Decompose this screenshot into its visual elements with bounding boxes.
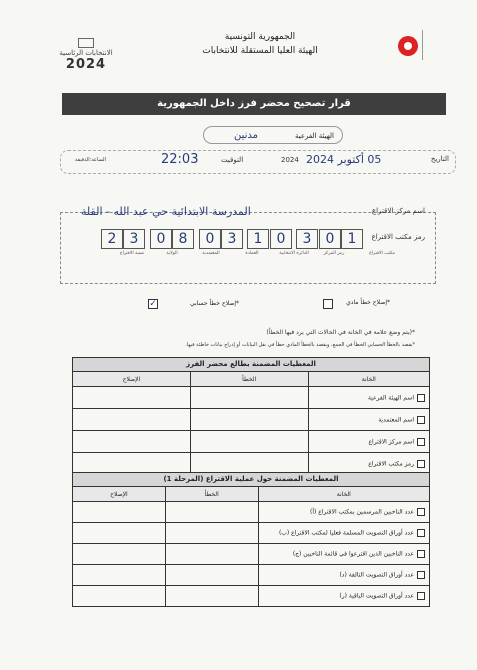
time-hint: الساعة:الدقيقة xyxy=(75,157,106,163)
row-checkbox[interactable] xyxy=(417,394,425,402)
table-row xyxy=(73,409,430,431)
col-fix: الإصلاح xyxy=(73,372,191,387)
authority-name: الهيئة العليا المستقلة للانتخابات xyxy=(202,46,318,56)
field-cell xyxy=(308,409,429,431)
material-correction-label: *إصلاح خطأ مادي xyxy=(346,299,390,306)
row-checkbox[interactable] xyxy=(417,529,425,537)
date-value[interactable]: 05 أكتوبر 2024 xyxy=(306,153,382,166)
error-cell[interactable] xyxy=(165,544,258,565)
row-checkbox[interactable] xyxy=(417,592,425,600)
code-digit-cell[interactable]: 3 xyxy=(221,229,243,249)
table-row xyxy=(73,431,430,453)
table-row xyxy=(73,387,430,409)
sub-authority-label: الهيئة الفرعية xyxy=(294,132,334,140)
col-fix: الإصلاح xyxy=(73,487,166,502)
row-checkbox[interactable] xyxy=(417,416,425,424)
fix-cell[interactable] xyxy=(73,586,166,607)
field-label: عدد أوراق التصويت الباقية (ر) xyxy=(339,592,414,600)
row-checkbox[interactable] xyxy=(417,460,425,468)
code-caption: مكتب الاقتراع xyxy=(369,251,395,256)
code-caption: الولاية xyxy=(166,251,178,256)
correction-type xyxy=(120,297,390,311)
fix-cell[interactable] xyxy=(73,387,191,409)
center-value[interactable]: المدرسة الابتدائية حي عبد الله - القلة xyxy=(81,205,251,218)
error-cell[interactable] xyxy=(165,502,258,523)
note-mark: *(يتم وضع علامة في الخانة في الحالات التي يرد فيها الخطأ) xyxy=(266,329,415,336)
republic-name: الجمهورية التونسية xyxy=(224,32,296,42)
date-label: التاريخ xyxy=(430,155,449,163)
fix-cell[interactable] xyxy=(73,565,166,586)
error-cell[interactable] xyxy=(190,431,308,453)
table1-heading: المعطيات المضمنة بطالع محضر الفرز xyxy=(72,357,430,372)
code-caption: المعتمدية xyxy=(202,251,220,256)
code-caption: نسبة الاقتراع xyxy=(119,251,145,256)
code-digit-cell[interactable]: 1 xyxy=(247,229,269,249)
accounting-correction-label: *إصلاح خطأ حسابي xyxy=(190,300,240,307)
field-label: عدد أوراق التصويت المسلمة فعليا لمكتب الاقتراع (ب) xyxy=(278,529,414,537)
material-checkbox[interactable] xyxy=(323,299,333,309)
center-label: اسم مركز الاقتراع xyxy=(371,207,425,215)
table-row xyxy=(73,544,430,565)
sub-authority-value: مدنين xyxy=(234,130,259,141)
fix-cell[interactable] xyxy=(73,523,166,544)
code-digit-cell[interactable]: 2 xyxy=(101,229,123,249)
col-field: الخانة xyxy=(258,487,429,502)
col-field: الخانة xyxy=(308,372,429,387)
table-row xyxy=(73,502,430,523)
isie-logo xyxy=(378,30,438,62)
error-cell[interactable] xyxy=(190,409,308,431)
table2 xyxy=(72,486,430,607)
error-cell[interactable] xyxy=(165,523,258,544)
time-value[interactable]: 22:03 xyxy=(161,152,199,167)
logo-bar xyxy=(422,30,437,60)
field-cell xyxy=(258,586,429,607)
ballot-icon xyxy=(78,38,94,48)
code-digit-cell[interactable]: 3 xyxy=(296,229,318,249)
field-label: عدد أوراق التصويت التالفة (د) xyxy=(339,571,414,579)
table-row xyxy=(73,586,430,607)
field-label: عدد الناخبين الذين اقترعوا في قائمة الناخبين (ج) xyxy=(292,550,414,558)
code-caption: العمادة xyxy=(245,251,259,256)
row-checkbox[interactable] xyxy=(417,438,425,446)
code-digit-cell[interactable]: 8 xyxy=(172,229,194,249)
fix-cell[interactable] xyxy=(73,502,166,523)
error-cell[interactable] xyxy=(190,387,308,409)
field-cell xyxy=(308,431,429,453)
logo-year: 2024 xyxy=(65,57,107,72)
page-title: قرار تصحيح محضر فرز داخل الجمهورية xyxy=(62,93,446,115)
field-cell xyxy=(258,544,429,565)
center-box xyxy=(60,205,436,284)
fix-cell[interactable] xyxy=(73,431,191,453)
col-error: الخطأ xyxy=(165,487,258,502)
col-error: الخطأ xyxy=(190,372,308,387)
table1 xyxy=(72,371,430,475)
row-checkbox[interactable] xyxy=(417,571,425,579)
error-cell[interactable] xyxy=(165,565,258,586)
code-caption: رمز المركز xyxy=(323,251,345,256)
row-checkbox[interactable] xyxy=(417,508,425,516)
flag-icon xyxy=(398,36,418,56)
fix-cell[interactable] xyxy=(73,409,191,431)
row-checkbox[interactable] xyxy=(417,550,425,558)
field-label: اسم مركز الاقتراع xyxy=(368,438,414,445)
header xyxy=(150,30,370,58)
code-digit-cell[interactable]: 0 xyxy=(199,229,221,249)
code-caption: الدائرة الانتخابية xyxy=(279,251,309,256)
field-label: اسم المعتمدية xyxy=(378,416,414,423)
date-time-row xyxy=(60,150,456,174)
elections-logo xyxy=(56,38,116,72)
accounting-checkbox[interactable]: ✓ xyxy=(149,299,157,309)
fix-cell[interactable] xyxy=(73,544,166,565)
code-digit-cell[interactable]: 0 xyxy=(270,229,292,249)
sub-authority-field[interactable] xyxy=(203,126,343,144)
field-cell xyxy=(258,565,429,586)
code-digit-cell[interactable]: 1 xyxy=(341,229,363,249)
table2-heading: المعطيات المضمنة حول عملية الاقتراع (المرحلة 1) xyxy=(72,472,430,487)
field-label: اسم الهيئة الفرعية xyxy=(367,394,414,401)
note-definition: *يقصد بالخطأ الحسابي الخطأ في الجمع، ويقصد بالخطأ المادي خطأ في نقل البيانات أو إدراج بيانات خاطئة فيها. xyxy=(185,342,415,348)
code-digit-cell[interactable]: 0 xyxy=(319,229,341,249)
code-digit-cell[interactable]: 3 xyxy=(123,229,145,249)
office-code-label: رمز مكتب الاقتراع xyxy=(371,233,425,241)
field-cell xyxy=(258,523,429,544)
error-cell[interactable] xyxy=(165,586,258,607)
field-label: عدد الناخبين المرسمين بمكتب الاقتراع (أ) xyxy=(310,508,414,516)
code-digit-cell[interactable]: 0 xyxy=(150,229,172,249)
table-row xyxy=(73,523,430,544)
field-cell xyxy=(258,502,429,523)
logo-text: الانتخابات الرئاسية xyxy=(59,49,113,57)
field-label: رمز مكتب الاقتراع xyxy=(368,460,414,467)
field-cell xyxy=(308,387,429,409)
table-row xyxy=(73,565,430,586)
time-label: التوقيت xyxy=(221,156,244,164)
date-year: 2024 xyxy=(281,156,299,164)
